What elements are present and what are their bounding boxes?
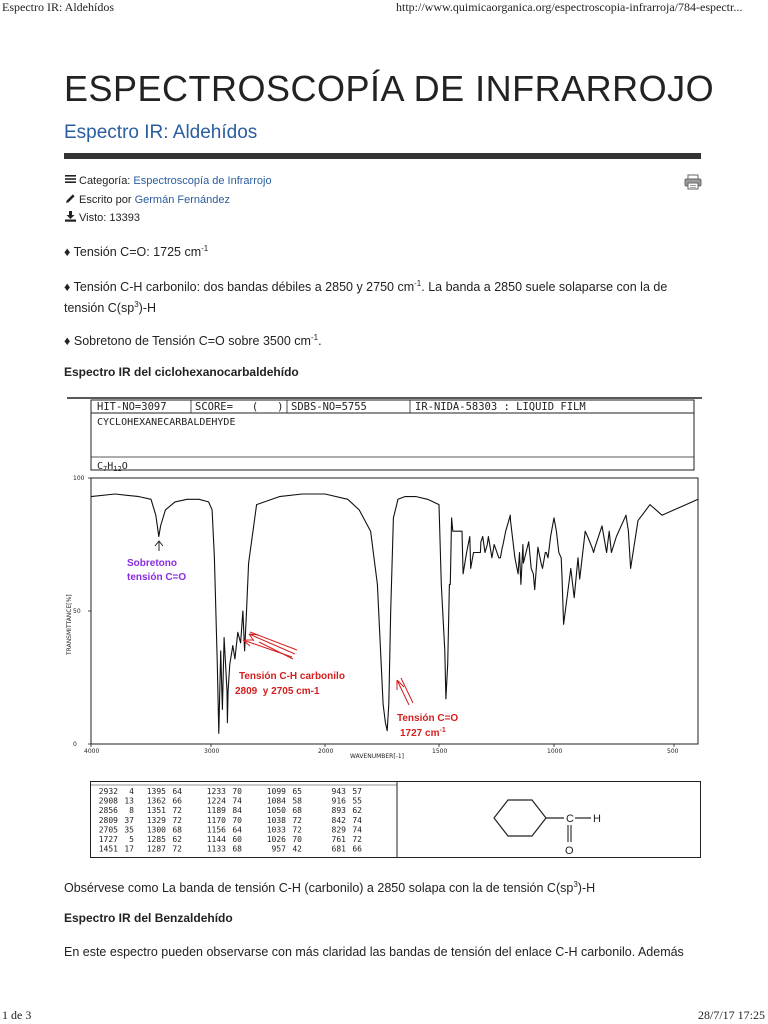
peak-transmittance: 60 <box>232 835 242 844</box>
peak-transmittance: 72 <box>292 825 302 835</box>
meta-category <box>64 174 272 187</box>
x-tick-label: 500 <box>667 748 679 755</box>
sdbs-number: SDBS-NO=5755 <box>291 401 367 413</box>
peak-transmittance: 57 <box>352 787 362 796</box>
x-tick-label: 3000 <box>204 748 220 755</box>
peak-transmittance: 70 <box>232 815 242 825</box>
peak-transmittance: 62 <box>352 806 362 816</box>
overtone-label-1: Sobretono <box>127 558 177 569</box>
x-tick-label: 1500 <box>432 748 448 755</box>
y-axis-label: TRANSMITTANCE[%] <box>66 594 73 655</box>
cyclohexane-ring <box>494 800 546 836</box>
peak-wavenumber: 829 <box>331 825 346 835</box>
molecular-formula: $C_7H_{12}O$ <box>97 461 128 473</box>
section-heading: ESPECTROSCOPÍA DE INFRARROJO <box>64 68 715 109</box>
co-label-2: 1727 $cm^{-1}$ <box>400 727 446 739</box>
peak-wavenumber: 2932 <box>98 787 118 796</box>
page-url[interactable]: http://www.quimicaorganica.org/espectroscopia-infrarroja/784-espectr... <box>396 0 743 14</box>
peak-wavenumber: 1233 <box>206 787 226 796</box>
observation-text: Obsérvese como La banda de tensión C-H (carbonilo) a 2850 solapa con la de tensión $C(sp^3)-H$ <box>64 880 596 896</box>
ch-stretch-annotation <box>243 632 297 657</box>
peak-wavenumber: 2705 <box>98 825 118 835</box>
x-tick-label: 2000 <box>318 748 334 755</box>
section-title-cyclohexane: Espectro IR del ciclohexanocarbaldehído <box>64 365 299 379</box>
peak-transmittance: 68 <box>172 825 182 835</box>
peak-wavenumber: 2908 <box>98 796 118 806</box>
peak-transmittance: 70 <box>232 787 242 796</box>
peak-wavenumber: 1099 <box>266 787 286 796</box>
peak-transmittance: 72 <box>352 835 362 844</box>
compound-name: CYCLOHEXANECARBALDEHYDE <box>97 417 236 428</box>
ir-spectrum <box>67 395 702 765</box>
peak-transmittance: 74 <box>352 815 362 825</box>
peak-transmittance: 66 <box>352 844 362 854</box>
co-label-1: Tensión C=O <box>397 713 459 724</box>
peak-transmittance: 62 <box>172 835 182 844</box>
x-tick-label: 4000 <box>84 748 100 755</box>
peak-wavenumber: 1351 <box>146 806 166 816</box>
pencil-icon <box>64 193 76 207</box>
article-title[interactable]: Espectro IR: Aldehídos <box>64 122 258 143</box>
list-icon <box>64 174 76 187</box>
overtone-label-2: tensión C=O <box>127 572 187 583</box>
peak-transmittance: 84 <box>232 806 242 816</box>
peak-wavenumber: 1189 <box>206 806 226 816</box>
hit-number: HIT-NO=3097 <box>97 401 167 413</box>
peak-transmittance: 72 <box>172 844 182 854</box>
peak-wavenumber: 681 <box>331 844 346 854</box>
peak-transmittance: 58 <box>292 796 302 806</box>
peak-transmittance: 72 <box>292 815 302 825</box>
peak-wavenumber: 1033 <box>266 825 286 835</box>
peak-wavenumber: 1395 <box>146 787 166 796</box>
carbon-label: C <box>566 813 574 825</box>
peak-transmittance: 37 <box>124 815 134 825</box>
peak-wavenumber: 1329 <box>146 815 166 825</box>
peak-wavenumber: 1084 <box>266 796 286 806</box>
peak-transmittance: 64 <box>232 825 242 835</box>
peak-wavenumber: 1300 <box>146 825 166 835</box>
peak-wavenumber: 1362 <box>146 796 166 806</box>
y-tick-label: 100 <box>73 475 85 482</box>
author-label: Escrito por <box>79 194 132 206</box>
peak-wavenumber: 1050 <box>266 806 286 816</box>
ch-arrow-1c <box>250 632 297 650</box>
x-axis-label: WAVENUMBER[-1] <box>350 753 405 760</box>
peak-wavenumber: 893 <box>331 806 346 816</box>
peak-transmittance: 66 <box>172 796 182 806</box>
bullet-ch-stretch: ♦ Tensión C-H carbonilo: dos bandas débiles a 2850 y 2750 $cm^{-1}$. La banda a 2850 suele solaparse con la de tensión $C(sp^3)-H$ <box>64 279 668 316</box>
peak-transmittance: 74 <box>352 825 362 835</box>
peak-wavenumber: 1144 <box>206 835 226 844</box>
peak-wavenumber: 957 <box>271 844 286 854</box>
peak-wavenumber: 1026 <box>266 835 286 844</box>
peak-wavenumber: 2856 <box>98 806 118 816</box>
x-tick-label: 1000 <box>547 748 563 755</box>
y-tick-label: 0 <box>73 741 77 748</box>
page-counter: 1 de 3 <box>2 1008 32 1022</box>
peak-transmittance: 55 <box>352 796 362 806</box>
peak-transmittance: 70 <box>292 835 302 844</box>
meta-author <box>64 193 230 207</box>
peak-wavenumber: 1285 <box>146 835 166 844</box>
section-title-benzaldehyde: Espectro IR del Benzaldehído <box>64 911 233 925</box>
ch-label-2: 2809 y 2705 cm-1 <box>235 686 320 697</box>
peak-transmittance: 4 <box>129 787 134 796</box>
peak-wavenumber: 1038 <box>266 815 286 825</box>
author-link[interactable]: Germán Fernández <box>134 194 230 206</box>
co-stretch-annotation <box>397 678 413 705</box>
peak-wavenumber: 1224 <box>206 796 226 806</box>
peak-wavenumber: 1170 <box>206 815 226 825</box>
peak-transmittance: 35 <box>124 825 134 835</box>
ir-nida-field: IR-NIDA-58303 : LIQUID FILM <box>415 401 586 413</box>
peak-wavenumber: 842 <box>331 815 346 825</box>
peak-transmittance: 68 <box>232 844 242 854</box>
printer-icon[interactable] <box>684 174 702 190</box>
peak-transmittance: 64 <box>172 787 182 796</box>
peak-transmittance: 8 <box>129 806 134 816</box>
peak-transmittance: 65 <box>292 787 302 796</box>
category-link[interactable]: Espectroscopía de Infrarrojo <box>133 174 272 187</box>
y-tick-label: 50 <box>73 608 81 615</box>
cyclohexanecarbaldehyde-structure <box>480 790 610 860</box>
download-icon <box>64 211 76 225</box>
views-count: Visto: 13393 <box>79 212 140 224</box>
peak-wavenumber: 1727 <box>98 835 118 844</box>
peak-wavenumber: 943 <box>331 787 346 796</box>
peak-wavenumber: 2809 <box>98 815 118 825</box>
peak-transmittance: 74 <box>232 796 242 806</box>
peak-transmittance: 72 <box>172 815 182 825</box>
peak-transmittance: 68 <box>292 806 302 816</box>
ch-label-1: Tensión C-H carbonilo <box>239 671 345 682</box>
hydrogen-label: H <box>593 813 601 825</box>
peak-transmittance: 17 <box>124 844 134 854</box>
category-label: Categoría: <box>79 174 131 187</box>
overtone-annotation <box>127 541 186 583</box>
bullet-overtone: ♦ Sobretono de Tensión C=O sobre 3500 $cm^{-1}$. <box>64 333 322 349</box>
peak-wavenumber: 1133 <box>206 844 226 854</box>
peak-transmittance: 42 <box>292 844 302 854</box>
oxygen-label: O <box>565 845 574 857</box>
peak-wavenumber: 761 <box>331 835 346 844</box>
title-divider <box>64 153 701 159</box>
spectrum-trace <box>91 494 698 733</box>
peak-transmittance: 13 <box>124 796 134 806</box>
page-title-header: Espectro IR: Aldehídos <box>2 0 114 14</box>
peak-wavenumber: 1287 <box>146 844 166 854</box>
peak-transmittance: 72 <box>172 806 182 816</box>
peak-transmittance: 5 <box>129 835 134 844</box>
bullet-co-stretch: ♦ Tensión C=O: 1725 $cm^{-1}$ <box>64 244 209 260</box>
score-field: SCORE= ( ) <box>195 401 284 413</box>
benzaldehyde-text: En este espectro pueden observarse con más claridad las bandas de tensión del enlace C-H carbonilo. Además <box>64 945 684 959</box>
print-timestamp: 28/7/17 17:25 <box>698 1008 766 1022</box>
peak-wavenumber: 1451 <box>98 844 118 854</box>
peak-wavenumber: 916 <box>331 796 346 806</box>
peak-wavenumber: 1156 <box>206 825 226 835</box>
overtone-arrow <box>155 541 163 551</box>
meta-views <box>64 211 140 225</box>
